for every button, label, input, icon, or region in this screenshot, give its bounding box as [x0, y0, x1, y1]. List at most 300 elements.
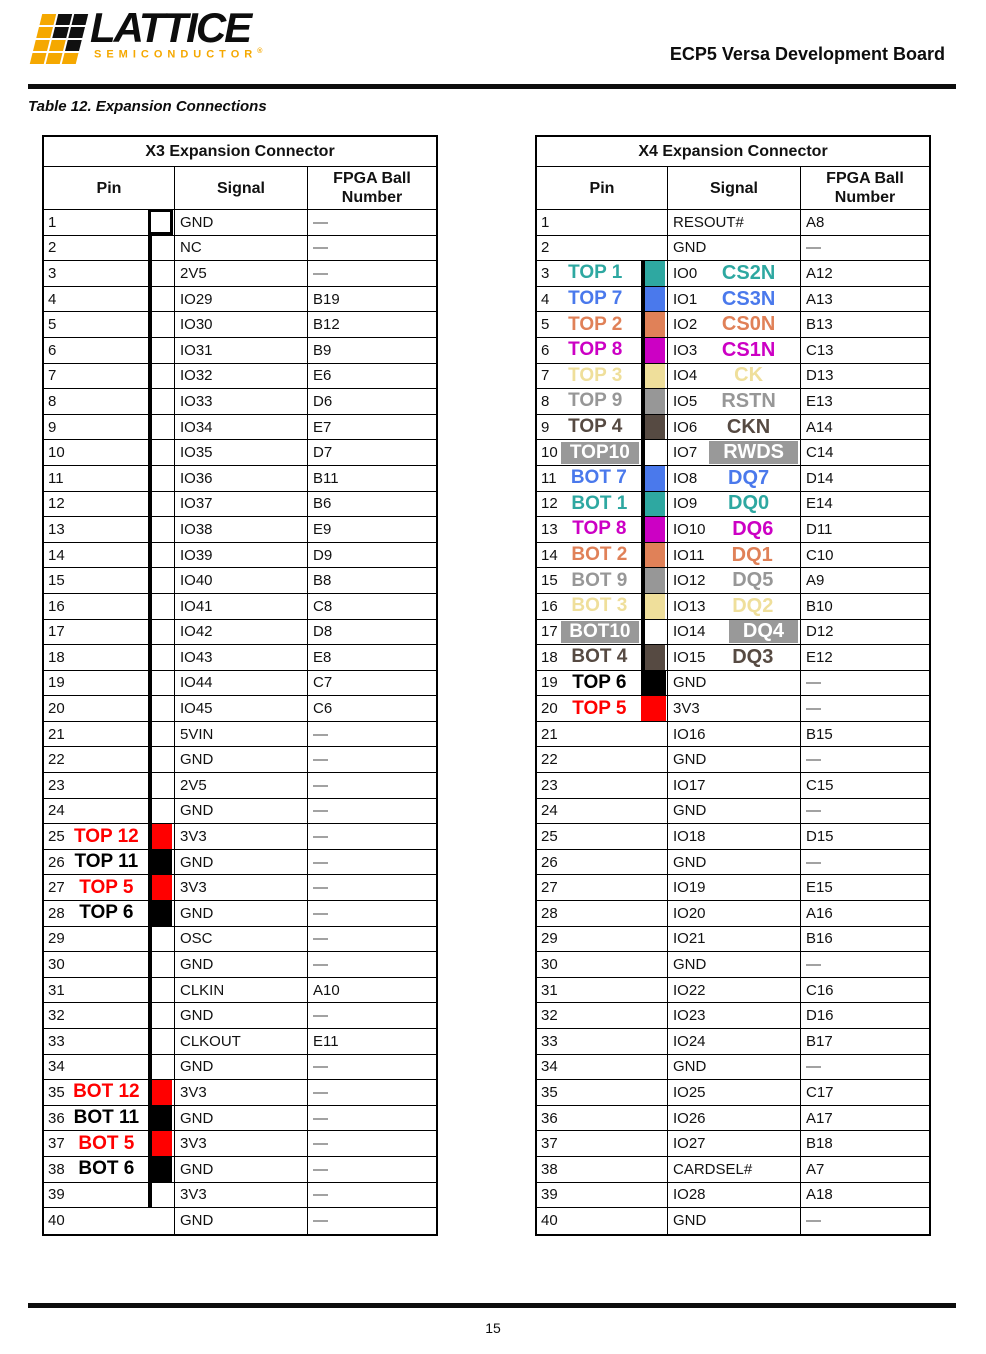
x3-table-body — [44, 210, 436, 1234]
annotation-strip — [148, 312, 174, 337]
signal-cell — [174, 364, 307, 389]
annotation-strip — [148, 875, 174, 900]
pin-cell — [537, 594, 641, 619]
annotation-strip — [641, 1131, 667, 1156]
pin-annotation: TOP 5 — [79, 876, 134, 898]
annotation-strip — [641, 1106, 667, 1131]
signal-cell — [174, 1157, 307, 1182]
signal-label: IO7 — [673, 444, 698, 462]
signal-cell — [174, 1003, 307, 1028]
pin-number: 17 — [48, 623, 65, 641]
signal-cell — [667, 466, 800, 491]
annotation-line — [148, 721, 152, 748]
signal-cell — [667, 1157, 800, 1182]
signal-label: OSC — [180, 930, 213, 948]
pin-cell — [537, 773, 641, 798]
pin-number: 35 — [48, 1083, 65, 1101]
ball-number: B9 — [307, 338, 436, 363]
pin-cell — [537, 338, 641, 363]
pin-number: 2 — [541, 239, 550, 257]
signal-label: GND — [180, 802, 214, 820]
pin-number: 22 — [48, 751, 65, 769]
signal-label: CLKIN — [180, 981, 225, 999]
table-row — [537, 594, 929, 620]
ball-number: — — [307, 901, 436, 926]
signal-label: 3V3 — [180, 1135, 207, 1153]
pin-cell — [44, 1208, 148, 1234]
pin-number: 20 — [48, 700, 65, 718]
ball-number: E13 — [800, 389, 929, 414]
annotation-strip — [148, 364, 174, 389]
signal-label: GND — [180, 751, 214, 769]
signal-cell — [174, 824, 307, 849]
annotation-strip — [148, 645, 174, 670]
table-row — [44, 696, 436, 722]
pin-cell — [44, 799, 148, 824]
table-row — [44, 415, 436, 441]
ball-number: A9 — [800, 568, 929, 593]
pin-number: 31 — [48, 981, 65, 999]
signal-cell — [667, 236, 800, 261]
ball-number: D12 — [800, 620, 929, 645]
ball-number: — — [800, 850, 929, 875]
pin-number: 14 — [541, 546, 558, 564]
pin-cell — [537, 389, 641, 414]
ball-number: B18 — [800, 1131, 929, 1156]
signal-label: 5VIN — [180, 725, 214, 743]
signal-label: GND — [673, 802, 707, 820]
annotation-strip — [148, 1208, 174, 1234]
annotation-line — [641, 439, 645, 466]
brand-name: LATTICE — [90, 4, 251, 51]
table-row — [44, 671, 436, 697]
annotation-line — [148, 1054, 152, 1081]
table-row — [44, 364, 436, 390]
signal-cell — [667, 722, 800, 747]
registered-mark: ® — [257, 48, 263, 55]
signal-cell — [667, 1106, 800, 1131]
pin-cell — [44, 492, 148, 517]
color-swatch — [645, 645, 665, 670]
pin-number: 26 — [541, 853, 558, 871]
annotation-strip — [148, 773, 174, 798]
table-row — [44, 1131, 436, 1157]
pin-number: 17 — [541, 623, 558, 641]
pin-cell — [537, 1183, 641, 1208]
table-row — [537, 1157, 929, 1183]
pin-cell — [44, 594, 148, 619]
ball-number: C10 — [800, 543, 929, 568]
color-swatch — [641, 696, 666, 721]
pin-number: 19 — [541, 674, 558, 692]
x3-table-header — [44, 167, 436, 210]
pin-cell — [537, 671, 641, 696]
table-row — [44, 517, 436, 543]
signal-label: 2V5 — [180, 264, 207, 282]
pin-cell — [44, 1183, 148, 1208]
signal-cell — [174, 1106, 307, 1131]
ball-number: — — [307, 927, 436, 952]
table-row — [537, 722, 929, 748]
color-swatch — [645, 312, 665, 337]
color-swatch — [645, 594, 665, 619]
ball-number: B11 — [307, 466, 436, 491]
ball-number: B6 — [307, 492, 436, 517]
table-row — [44, 927, 436, 953]
pin-cell — [44, 338, 148, 363]
annotation-strip — [641, 671, 667, 696]
signal-cell — [174, 568, 307, 593]
pin-cell — [537, 722, 641, 747]
ball-number: — — [307, 210, 436, 235]
ball-number: — — [800, 696, 929, 721]
annotation-strip — [641, 620, 667, 645]
pin-number: 32 — [48, 1007, 65, 1025]
ball-number: B17 — [800, 1029, 929, 1054]
signal-label: 2V5 — [180, 776, 207, 794]
color-swatch — [641, 671, 666, 696]
ball-number: E11 — [307, 1029, 436, 1054]
annotation-strip — [641, 338, 667, 363]
ball-number: E14 — [800, 492, 929, 517]
x4-col-header-signal: Signal — [667, 167, 800, 209]
pin-number: 11 — [541, 469, 557, 487]
pin-number: 25 — [48, 828, 65, 846]
pin-number: 39 — [541, 1186, 558, 1204]
ball-number: — — [307, 1157, 436, 1182]
pin-cell — [44, 722, 148, 747]
ball-number: E15 — [800, 875, 929, 900]
signal-label: 3V3 — [180, 879, 207, 897]
pin-annotation: TOP 1 — [568, 262, 623, 284]
signal-label: GND — [673, 1212, 707, 1230]
pin-annotation: TOP 9 — [568, 390, 623, 412]
signal-cell — [667, 645, 800, 670]
signal-cell — [174, 492, 307, 517]
ball-number: D13 — [800, 364, 929, 389]
pin-number: 6 — [48, 341, 57, 359]
pin-number: 10 — [48, 444, 65, 462]
table-row — [537, 1183, 929, 1209]
pin-cell — [44, 287, 148, 312]
annotation-strip — [148, 492, 174, 517]
annotation-line — [148, 772, 152, 799]
annotation-strip — [148, 747, 174, 772]
annotation-line — [148, 951, 152, 978]
annotation-line — [148, 337, 152, 364]
ball-number: B15 — [800, 722, 929, 747]
table-row — [44, 1157, 436, 1183]
brand-subtitle: SEMICONDUCTOR® — [94, 48, 263, 61]
pin-cell — [44, 364, 148, 389]
ball-number: D14 — [800, 466, 929, 491]
pin-annotation: BOT 3 — [571, 595, 628, 617]
color-swatch — [152, 1131, 172, 1156]
annotation-strip — [641, 978, 667, 1003]
table-row — [44, 1029, 436, 1055]
pin-cell — [44, 1157, 148, 1182]
pin-number: 32 — [541, 1007, 558, 1025]
pin-cell — [44, 517, 148, 542]
annotation-strip — [148, 927, 174, 952]
annotation-line — [148, 1002, 152, 1029]
ball-number: — — [307, 1208, 436, 1234]
annotation-strip — [148, 1183, 174, 1208]
pin-number: 34 — [541, 1058, 558, 1076]
pin-annotation: TOP 11 — [74, 851, 139, 873]
signal-label: IO22 — [673, 981, 706, 999]
signal-cell — [667, 978, 800, 1003]
pin-number: 15 — [48, 572, 65, 590]
ball-number: D15 — [800, 824, 929, 849]
annotation-strip — [148, 952, 174, 977]
annotation-line — [148, 363, 152, 390]
signal-label: IO32 — [180, 367, 213, 385]
pin-number: 16 — [541, 597, 558, 615]
annotation-strip — [148, 696, 174, 721]
header-rule — [28, 84, 956, 89]
table-row — [537, 1003, 929, 1029]
pin-cell — [44, 415, 148, 440]
annotation-strip — [641, 773, 667, 798]
signal-label: IO39 — [180, 546, 213, 564]
pin-number: 4 — [541, 290, 550, 308]
annotation-strip — [641, 824, 667, 849]
signal-annotation: RWDS — [709, 441, 798, 464]
ball-number: E6 — [307, 364, 436, 389]
pin-number: 10 — [541, 444, 558, 462]
x4-table-header — [537, 167, 929, 210]
table-row — [44, 236, 436, 262]
annotation-strip — [148, 850, 174, 875]
signal-cell — [667, 1208, 800, 1234]
pin-number: 12 — [48, 495, 65, 513]
signal-annotation: CK — [734, 364, 764, 387]
pin-cell — [537, 440, 641, 465]
signal-label: IO34 — [180, 418, 213, 436]
pin-cell — [44, 1003, 148, 1028]
pin-cell — [44, 440, 148, 465]
signal-label: GND — [180, 1212, 214, 1230]
pin-annotation: BOT 1 — [571, 492, 628, 514]
signal-label: IO29 — [180, 290, 213, 308]
ball-number: — — [307, 236, 436, 261]
pin-cell — [44, 952, 148, 977]
table-row — [44, 210, 436, 236]
pin-cell — [537, 747, 641, 772]
pin-cell — [44, 543, 148, 568]
page-number: 15 — [485, 1320, 501, 1336]
signal-label: IO12 — [673, 572, 706, 590]
signal-cell — [667, 287, 800, 312]
annotation-line — [148, 439, 152, 466]
pin-number: 6 — [541, 341, 550, 359]
signal-label: GND — [673, 239, 707, 257]
annotation-strip — [641, 1029, 667, 1054]
table-row — [537, 415, 929, 441]
signal-cell — [174, 466, 307, 491]
signal-cell — [174, 543, 307, 568]
signal-cell — [667, 210, 800, 235]
signal-cell — [667, 875, 800, 900]
ball-number: E12 — [800, 645, 929, 670]
pin-cell — [44, 1055, 148, 1080]
annotation-strip — [641, 466, 667, 491]
pin-number: 23 — [541, 776, 558, 794]
table-row — [537, 799, 929, 825]
pin-cell — [537, 312, 641, 337]
pin-cell — [44, 927, 148, 952]
signal-cell — [667, 1055, 800, 1080]
pin-number: 3 — [541, 264, 550, 282]
pin-annotation: TOP 6 — [79, 902, 134, 924]
signal-label: 3V3 — [180, 1186, 207, 1204]
pin-cell — [537, 927, 641, 952]
pin-number: 4 — [48, 290, 57, 308]
color-swatch — [645, 492, 665, 517]
pin-cell — [537, 645, 641, 670]
annotation-strip — [641, 927, 667, 952]
table-row — [537, 645, 929, 671]
table-row — [537, 952, 929, 978]
ball-number: — — [307, 824, 436, 849]
signal-cell — [174, 952, 307, 977]
table-row — [44, 722, 436, 748]
table-row — [537, 620, 929, 646]
ball-number: — — [800, 952, 929, 977]
annotation-strip — [641, 1003, 667, 1028]
pin-number: 33 — [48, 1032, 65, 1050]
table-row — [537, 236, 929, 262]
table-row — [44, 620, 436, 646]
ball-number: — — [307, 952, 436, 977]
pin-cell — [537, 1157, 641, 1182]
pin-number: 39 — [48, 1186, 65, 1204]
annotation-strip — [641, 875, 667, 900]
signal-label: IO36 — [180, 469, 213, 487]
signal-label: IO14 — [673, 623, 706, 641]
signal-cell — [667, 543, 800, 568]
ball-number: — — [307, 747, 436, 772]
pin-number: 11 — [48, 469, 64, 487]
table-row — [44, 901, 436, 927]
table-row — [44, 799, 436, 825]
pin-cell — [44, 1029, 148, 1054]
signal-cell — [667, 1131, 800, 1156]
ball-number: A13 — [800, 287, 929, 312]
signal-cell — [174, 620, 307, 645]
ball-number: — — [307, 1080, 436, 1105]
pin-annotation: TOP 8 — [568, 339, 623, 361]
signal-label: IO2 — [673, 316, 698, 334]
signal-label: IO27 — [673, 1135, 706, 1153]
annotation-line — [148, 977, 152, 1004]
table-row — [44, 338, 436, 364]
signal-cell — [667, 364, 800, 389]
annotation-strip — [641, 389, 667, 414]
annotation-strip — [641, 261, 667, 286]
pin-number: 18 — [541, 648, 558, 666]
table-row — [44, 952, 436, 978]
ball-number: A14 — [800, 415, 929, 440]
pin-number: 30 — [48, 956, 65, 974]
annotation-strip — [148, 440, 174, 465]
annotation-strip — [641, 568, 667, 593]
signal-label: IO24 — [673, 1032, 706, 1050]
ball-number: — — [800, 799, 929, 824]
annotation-strip — [148, 210, 174, 235]
pin-number: 23 — [48, 776, 65, 794]
signal-cell — [174, 696, 307, 721]
signal-label: IO38 — [180, 520, 213, 538]
signal-cell — [174, 1029, 307, 1054]
signal-label: IO9 — [673, 495, 698, 513]
pin-number: 21 — [541, 725, 558, 743]
pin-cell — [44, 1131, 148, 1156]
annotation-strip — [641, 415, 667, 440]
table-row — [537, 440, 929, 466]
annotation-strip — [148, 978, 174, 1003]
signal-cell — [174, 338, 307, 363]
ball-number: — — [800, 236, 929, 261]
annotation-strip — [641, 492, 667, 517]
signal-annotation: DQ7 — [728, 466, 770, 489]
annotation-strip — [148, 620, 174, 645]
color-swatch — [645, 287, 665, 312]
pin-cell — [537, 1080, 641, 1105]
table-row — [44, 1183, 436, 1209]
annotation-line — [148, 746, 152, 773]
annotation-strip — [641, 517, 667, 542]
signal-cell — [667, 850, 800, 875]
ball-number: C13 — [800, 338, 929, 363]
signal-label: GND — [673, 674, 707, 692]
table-row — [537, 568, 929, 594]
signal-label: 3V3 — [673, 700, 700, 718]
table-row — [537, 1080, 929, 1106]
annotation-strip — [148, 1157, 174, 1182]
table-row — [537, 517, 929, 543]
pin-annotation: TOP 4 — [568, 416, 623, 438]
ball-number: — — [800, 671, 929, 696]
signal-label: IO0 — [673, 264, 698, 282]
signal-annotation: CS2N — [721, 261, 776, 284]
table-row — [44, 389, 436, 415]
pin-number: 25 — [541, 828, 558, 846]
pin-number: 34 — [48, 1058, 65, 1076]
ball-number: A7 — [800, 1157, 929, 1182]
signal-cell — [174, 594, 307, 619]
table-row — [537, 747, 929, 773]
annotation-strip — [641, 1055, 667, 1080]
pin-cell — [537, 1029, 641, 1054]
signal-label: IO13 — [673, 597, 706, 615]
table-row — [44, 287, 436, 313]
annotation-strip — [148, 1003, 174, 1028]
ball-number: A12 — [800, 261, 929, 286]
ball-number: — — [307, 773, 436, 798]
pin-annotation: TOP 2 — [568, 313, 623, 335]
signal-label: RESOUT# — [673, 213, 744, 231]
signal-label: IO15 — [673, 648, 706, 666]
signal-label: IO1 — [673, 290, 698, 308]
signal-label: IO25 — [673, 1083, 706, 1101]
annotation-line — [148, 695, 152, 722]
table-row — [44, 1106, 436, 1132]
annotation-strip — [641, 952, 667, 977]
ball-number: E7 — [307, 415, 436, 440]
pin-cell — [44, 620, 148, 645]
